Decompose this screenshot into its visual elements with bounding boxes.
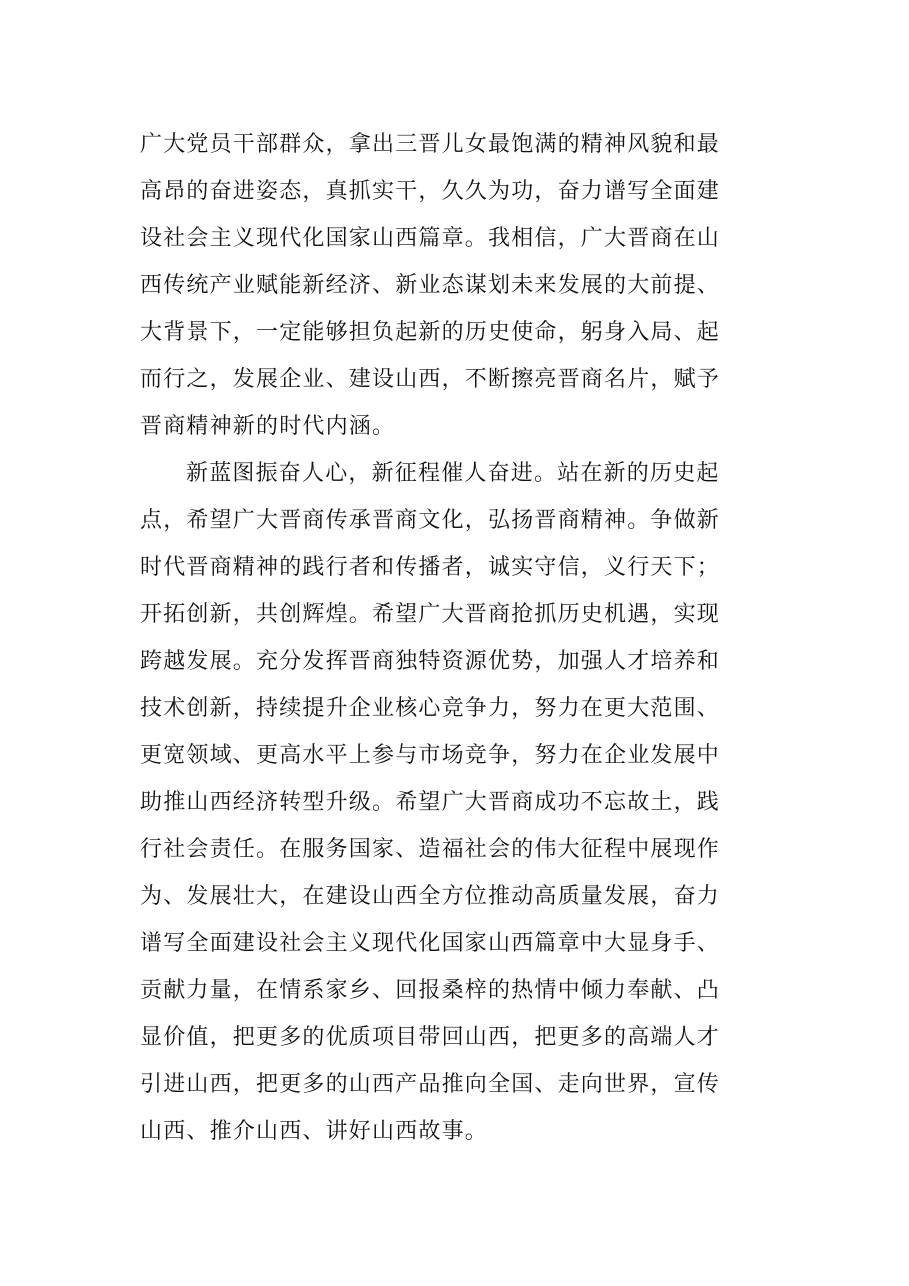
paragraph-start-line: 新蓝图振奋人心，新征程催人奋进。站在新的历史起 bbox=[186, 461, 720, 486]
text-line: 为、发展壮大，在建设山西全方位推动高质量发展，奋力 bbox=[140, 884, 721, 909]
text-line: 点，希望广大晋商传承晋商文化，弘扬晋商精神。争做新 bbox=[140, 508, 721, 533]
text-line: 跨越发展。充分发挥晋商独特资源优势，加强人才培养和 bbox=[140, 649, 721, 674]
text-line: 大背景下，一定能够担负起新的历史使命，躬身入局、起 bbox=[140, 320, 721, 345]
text-line: 行社会责任。在服务国家、造福社会的伟大征程中展现作 bbox=[140, 837, 721, 862]
text-line: 引进山西，把更多的山西产品推向全国、走向世界，宣传 bbox=[140, 1072, 721, 1097]
text-line: 谱写全面建设社会主义现代化国家山西篇章中大显身手、 bbox=[140, 931, 721, 956]
text-line: 设社会主义现代化国家山西篇章。我相信，广大晋商在山 bbox=[140, 226, 721, 251]
text-line: 而行之，发展企业、建设山西，不断擦亮晋商名片，赋予 bbox=[140, 367, 721, 392]
text-line: 更宽领域、更高水平上参与市场竞争，努力在企业发展中 bbox=[140, 743, 721, 768]
text-line: 西传统产业赋能新经济、新业态谋划未来发展的大前提、 bbox=[140, 273, 721, 298]
text-line: 高昂的奋进姿态，真抓实干，久久为功，奋力谱写全面建 bbox=[140, 179, 721, 204]
body-text bbox=[140, 121, 760, 1155]
text-line: 显价值，把更多的优质项目带回山西，把更多的高端人才 bbox=[140, 1025, 721, 1050]
text-line: 广大党员干部群众，拿出三晋儿女最饱满的精神风貌和最 bbox=[140, 132, 721, 157]
text-line: 技术创新，持续提升企业核心竞争力，努力在更大范围、 bbox=[140, 696, 721, 721]
text-line: 助推山西经济转型升级。希望广大晋商成功不忘故土，践 bbox=[140, 790, 721, 815]
text-line: 时代晋商精神的践行者和传播者，诚实守信，义行天下； bbox=[140, 555, 721, 580]
text-line: 贡献力量，在情系家乡、回报桑梓的热情中倾力奉献、凸 bbox=[140, 978, 721, 1003]
text-line: 山西、推介山西、讲好山西故事。 bbox=[140, 1119, 489, 1144]
text-line: 晋商精神新的时代内涵。 bbox=[140, 414, 396, 439]
text-line: 开拓创新，共创辉煌。希望广大晋商抢抓历史机遇，实现 bbox=[140, 602, 721, 627]
